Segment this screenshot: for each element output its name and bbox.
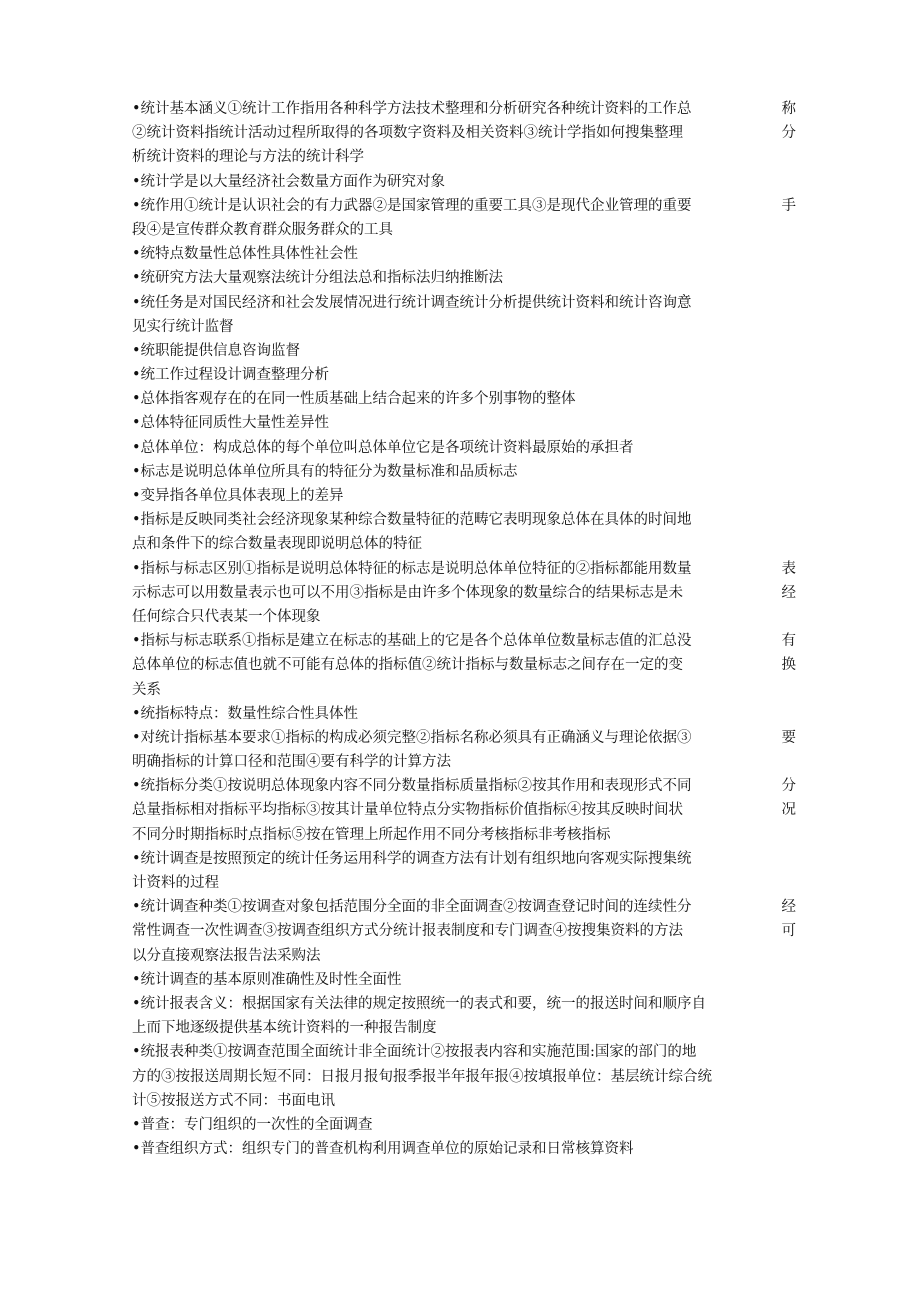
bullet-item — [132, 847, 796, 895]
text-line — [132, 629, 796, 653]
line-tail-char: 况 — [781, 802, 796, 819]
text-line — [132, 1040, 796, 1064]
line-text: 方的③按报送周期长短不同：日报月报旬报季报半年报年报④按填报单位：基层统计综合统 — [132, 1068, 712, 1085]
text-line — [132, 121, 796, 145]
line-text: 常性调查一次性调查③按调查组织方式分统计报表制度和专门调查④按搜集资料的方法 — [132, 923, 683, 940]
line-text: •统研究方法大量观察法统计分组法总和指标法归纳推断法 — [132, 270, 504, 287]
line-tail-char: 表 — [781, 560, 796, 577]
bullet-item — [132, 460, 796, 484]
line-text: •统计调查是按照预定的统计任务运用科学的调查方法有计划有组织地向客观实际搜集统 — [132, 850, 692, 867]
text-line — [132, 266, 796, 290]
bullet-item — [132, 1040, 796, 1113]
line-text: •统任务是对国民经济和社会发展情况进行统计调查统计分析提供统计资料和统计咨询意 — [132, 294, 692, 311]
line-text: •统指标特点：数量性综合性具体性 — [132, 705, 359, 722]
text-line — [132, 581, 796, 605]
bullet-item — [132, 992, 796, 1040]
bullet-item — [132, 242, 796, 266]
text-line — [132, 774, 796, 798]
line-text: •总体特征同质性大量性差异性 — [132, 415, 330, 432]
line-text: •总体单位：构成总体的每个单位叫总体单位它是各项统计资料最原始的承担者 — [132, 439, 634, 456]
text-line — [132, 1089, 796, 1113]
bullet-item — [132, 436, 796, 460]
text-line — [132, 871, 796, 895]
bullet-item — [132, 702, 796, 726]
text-line — [132, 605, 796, 629]
bullet-item — [132, 291, 796, 339]
bullet-item — [132, 629, 796, 702]
text-line — [132, 145, 796, 169]
line-text: •统计调查种类①按调查对象包括范围分全面的非全面调查②按调查登记时间的连续性分 — [132, 899, 692, 916]
text-line — [132, 557, 796, 581]
line-text: 不同分时期指标时点指标⑤按在管理上所起作用不同分考核指标非考核指标 — [132, 826, 611, 843]
text-line — [132, 895, 796, 919]
text-line — [132, 1016, 796, 1040]
text-line — [132, 242, 796, 266]
line-text: 见实行统计监督 — [132, 318, 234, 335]
text-line — [132, 1137, 796, 1161]
bullet-item — [132, 170, 796, 194]
text-line — [132, 315, 796, 339]
bullet-item — [132, 484, 796, 508]
text-line — [132, 218, 796, 242]
line-text: 关系 — [132, 681, 161, 698]
bullet-item — [132, 411, 796, 435]
line-text: 总体单位的标志值也就不可能有总体的指标值②统计指标与数量标志之间存在一定的变 — [132, 657, 683, 674]
text-line — [132, 363, 796, 387]
text-line — [132, 823, 796, 847]
line-text: 析统计资料的理论与方法的统计科学 — [132, 149, 364, 166]
bullet-item — [132, 968, 796, 992]
text-line — [132, 1065, 796, 1089]
bullet-item — [132, 266, 796, 290]
document-body — [132, 97, 796, 1161]
line-text: •指标是反映同类社会经济现象某种综合数量特征的范畴它表明现象总体在具体的时间地 — [132, 512, 692, 529]
text-line — [132, 992, 796, 1016]
line-text: •对统计指标基本要求①指标的构成必须完整②指标名称必须具有正确涵义与理论依据③ — [132, 729, 692, 746]
line-tail-char: 可 — [781, 923, 796, 940]
text-line — [132, 436, 796, 460]
text-line — [132, 944, 796, 968]
bullet-item — [132, 339, 796, 363]
line-text: 上而下地逐级提供基本统计资料的一种报告制度 — [132, 1020, 437, 1037]
line-tail-char: 经 — [781, 899, 796, 916]
line-tail-char: 分 — [781, 778, 796, 795]
text-line — [132, 726, 796, 750]
line-text: •统工作过程设计调查整理分析 — [132, 367, 330, 384]
line-tail-char: 分 — [781, 125, 796, 142]
text-line — [132, 291, 796, 315]
line-tail-char: 经 — [781, 584, 796, 601]
bullet-item — [132, 774, 796, 847]
line-text: •总体指客观存在的在同一性质基础上结合起来的许多个别事物的整体 — [132, 391, 576, 408]
bullet-item — [132, 726, 796, 774]
line-text: 计资料的过程 — [132, 875, 219, 891]
line-text: 任何综合只代表某一个体现象 — [132, 608, 321, 625]
bullet-item — [132, 895, 796, 968]
line-text: 总量指标相对指标平均指标③按其计量单位特点分实物指标价值指标④按其反映时间状 — [132, 802, 683, 819]
line-text: ②统计资料指统计活动过程所取得的各项数字资料及相关资料③统计学指如何搜集整理 — [132, 125, 683, 142]
line-text: •统作用①统计是认识社会的有力武器②是国家管理的重要工具③是现代企业管理的重要 — [132, 197, 692, 214]
line-text: •统计报表含义：根据国家有关法律的规定按照统一的表式和要，统一的报送时间和顺序自 — [132, 995, 707, 1012]
line-text: 段④是宣传群众教育群众服务群众的工具 — [132, 221, 393, 238]
text-line — [132, 1113, 796, 1137]
text-line — [132, 194, 796, 218]
line-text: 以分直接观察法报告法采购法 — [132, 947, 321, 964]
bullet-item — [132, 194, 796, 242]
line-text: •变异指各单位具体表现上的差异 — [132, 488, 344, 504]
line-tail-char: 手 — [781, 197, 796, 214]
text-line — [132, 678, 796, 702]
line-tail-char: 有 — [781, 633, 796, 650]
line-text: •统特点数量性总体性具体性社会性 — [132, 246, 359, 263]
text-line — [132, 339, 796, 363]
text-line — [132, 387, 796, 411]
line-text: •统指标分类①按说明总体现象内容不同分数量指标质量指标②按其作用和表现形式不同 — [132, 778, 692, 795]
text-line — [132, 532, 796, 556]
text-line — [132, 653, 796, 677]
line-text: •指标与标志联系①指标是建立在标志的基础上的它是各个总体单位数量标志值的汇总没 — [132, 633, 692, 650]
text-line — [132, 508, 796, 532]
text-line — [132, 460, 796, 484]
line-text: •普查组织方式：组织专门的普查机构利用调查单位的原始记录和日常核算资料 — [132, 1141, 634, 1158]
line-text: 计⑤按报送方式不同：书面电讯 — [132, 1092, 335, 1109]
line-text: •统职能提供信息咨询监督 — [132, 342, 301, 359]
line-text: 点和条件下的综合数量表现即说明总体的特征 — [132, 536, 422, 553]
bullet-item — [132, 97, 796, 170]
line-text: 示标志可以用数量表示也可以不用③指标是由许多个体现象的数量综合的结果标志是未 — [132, 584, 683, 601]
line-text: •统报表种类①按调查范围全面统计非全面统计②按报表内容和实施范围:国家的部门的地 — [132, 1044, 697, 1061]
line-tail-char: 称 — [781, 101, 796, 117]
bullet-item — [132, 363, 796, 387]
line-text: •统计调查的基本原则准确性及时性全面性 — [132, 971, 402, 988]
text-line — [132, 170, 796, 194]
bullet-item — [132, 1113, 796, 1137]
line-text: •指标与标志区别①指标是说明总体特征的标志是说明总体单位特征的②指标都能用数量 — [132, 560, 692, 577]
text-line — [132, 847, 796, 871]
line-text: 明确指标的计算口径和范围④要有科学的计算方法 — [132, 754, 451, 771]
text-line — [132, 798, 796, 822]
line-text: •统计学是以大量经济社会数量方面作为研究对象 — [132, 173, 446, 190]
text-line — [132, 919, 796, 943]
text-line — [132, 968, 796, 992]
line-text: •普查：专门组织的一次性的全面调查 — [132, 1116, 373, 1133]
line-tail-char: 要 — [781, 729, 796, 746]
text-line — [132, 411, 796, 435]
text-line — [132, 484, 796, 508]
line-text: •标志是说明总体单位所具有的特征分为数量标准和品质标志 — [132, 463, 518, 480]
line-text: •统计基本涵义①统计工作指用各种科学方法技术整理和分析研究各种统计资料的工作总 — [132, 101, 692, 117]
text-line — [132, 750, 796, 774]
bullet-item — [132, 557, 796, 630]
bullet-item — [132, 387, 796, 411]
bullet-item — [132, 1137, 796, 1161]
bullet-item — [132, 508, 796, 556]
text-line — [132, 97, 796, 121]
text-line — [132, 702, 796, 726]
line-tail-char: 换 — [781, 657, 796, 674]
